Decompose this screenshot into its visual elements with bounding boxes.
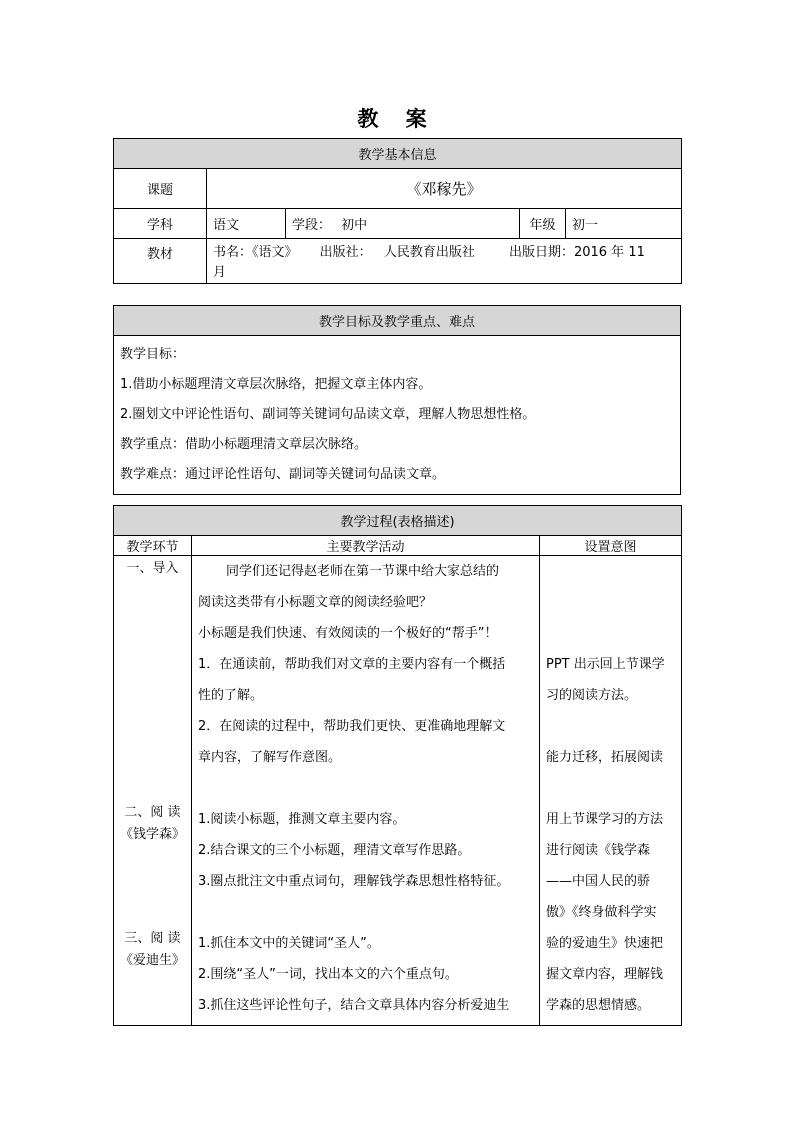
col-activity-header: 主要教学活动	[192, 536, 540, 556]
activity-line: 1.抓住本文中的关键词“圣人”。	[198, 936, 380, 951]
goals-content	[114, 336, 681, 495]
goals-line: 2.圈划文中评论性语句、副词等关键词句品读文章，理解人物思想性格。	[120, 407, 536, 422]
activity-line: 小标题是我们快速、有效阅读的一个极好的“帮手”！	[198, 626, 498, 641]
intent-line: 验的爱迪生》快速把	[546, 936, 664, 951]
grade-label: 年级	[520, 209, 566, 239]
material-label: 教材	[114, 239, 207, 284]
intent-line	[546, 556, 675, 587]
topic-value: 《邓稼先》	[207, 169, 682, 209]
level-cell	[286, 209, 520, 239]
intent-line: PPT 出示回上节课学	[546, 657, 665, 672]
level-value: 初中	[341, 218, 368, 233]
intent-line: 学森的思想情感。	[546, 998, 651, 1013]
stage-label: 三、阅 读	[124, 931, 181, 946]
stage-label: 《钱学森》	[119, 827, 185, 842]
intent-line: 习的阅读方法。	[546, 688, 638, 703]
stage-label: 《爱迪生》	[119, 953, 185, 968]
goals-line: 教学目标：	[120, 347, 186, 362]
activity-line: 1．在通读前，帮助我们对文章的主要内容有一个概括	[198, 657, 506, 672]
activity-line: 章内容，了解写作意图。	[198, 750, 342, 765]
goals-table	[113, 305, 681, 495]
grade-value: 初一	[566, 209, 682, 239]
subject-label: 学科	[114, 209, 207, 239]
process-header: 教学过程(表格描述)	[114, 506, 682, 536]
activity-line: 3.抓住这些评论性句子，结合文章具体内容分析爱迪生	[198, 998, 510, 1013]
goals-header: 教学目标及教学重点、难点	[114, 306, 681, 336]
goals-line: 1.借助小标题理清文章层次脉络，把握文章主体内容。	[120, 377, 432, 392]
intent-line	[546, 618, 675, 649]
activity-line: 同学们还记得赵老师在第一节课中给大家总结的	[226, 564, 500, 579]
stage-label: 一、导入	[126, 561, 179, 576]
activity-line	[198, 897, 533, 928]
topic-label: 课题	[114, 169, 207, 209]
col-stage-header: 教学环节	[114, 536, 192, 556]
publisher-label: 出版社：	[319, 245, 372, 260]
intent-cell	[540, 556, 682, 1026]
stage-cell	[114, 556, 192, 1026]
subject-value: 语文	[207, 209, 286, 239]
intent-line: 用上节课学习的方法	[546, 812, 664, 827]
page-title: 教 案	[357, 107, 437, 131]
goals-line: 教学重点：借助小标题理清文章层次脉络。	[120, 437, 368, 452]
level-label: 学段：	[292, 218, 332, 233]
publisher-value: 人民教育出版社	[383, 245, 475, 260]
col-intent-header: 设置意图	[540, 536, 682, 556]
book-label: 书名：《语文》	[213, 245, 298, 260]
pub-date: 出版日期：2016 年 11	[508, 245, 645, 260]
activity-line: 1.阅读小标题，推测文章主要内容。	[198, 812, 406, 827]
process-table	[113, 505, 682, 1026]
activity-line: 2.结合课文的三个小标题，理清文章写作思路。	[198, 843, 471, 858]
material-cell	[207, 239, 682, 284]
activity-line: 2．在阅读的过程中，帮助我们更快、更准确地理解文	[198, 719, 506, 734]
goals-line: 教学难点：通过评论性语句、副词等关键词句品读文章。	[120, 467, 446, 482]
basic-info-table	[113, 138, 682, 284]
intent-line	[546, 711, 675, 742]
stage-edison	[114, 928, 191, 972]
basic-info-header: 教学基本信息	[114, 139, 682, 169]
intent-line: 能力迁移，拓展阅读	[546, 750, 664, 765]
stage-label: 二、阅 读	[124, 805, 181, 820]
intent-line: ——中国人民的骄	[546, 874, 651, 889]
activity-line: 性的了解。	[198, 688, 264, 703]
stage-intro	[114, 558, 191, 580]
intent-line: 进行阅读《钱学森	[546, 843, 651, 858]
intent-line: 傲》《终身做科学实	[546, 905, 657, 920]
intent-line	[546, 587, 675, 618]
activity-line: 2.围绕“圣人”一词，找出本文的六个重点句。	[198, 967, 458, 982]
activity-line	[198, 773, 533, 804]
activity-line: 阅读这类带有小标题文章的阅读经验吧？	[198, 595, 433, 610]
pub-date-cont: 月	[213, 265, 227, 280]
activity-line: 3.圈点批注文中重点词句，理解钱学森思想性格特征。	[198, 874, 510, 889]
activity-cell	[192, 556, 540, 1026]
stage-qian	[114, 802, 191, 846]
intent-line: 握文章内容，理解钱	[546, 967, 664, 982]
intent-line	[546, 773, 675, 804]
